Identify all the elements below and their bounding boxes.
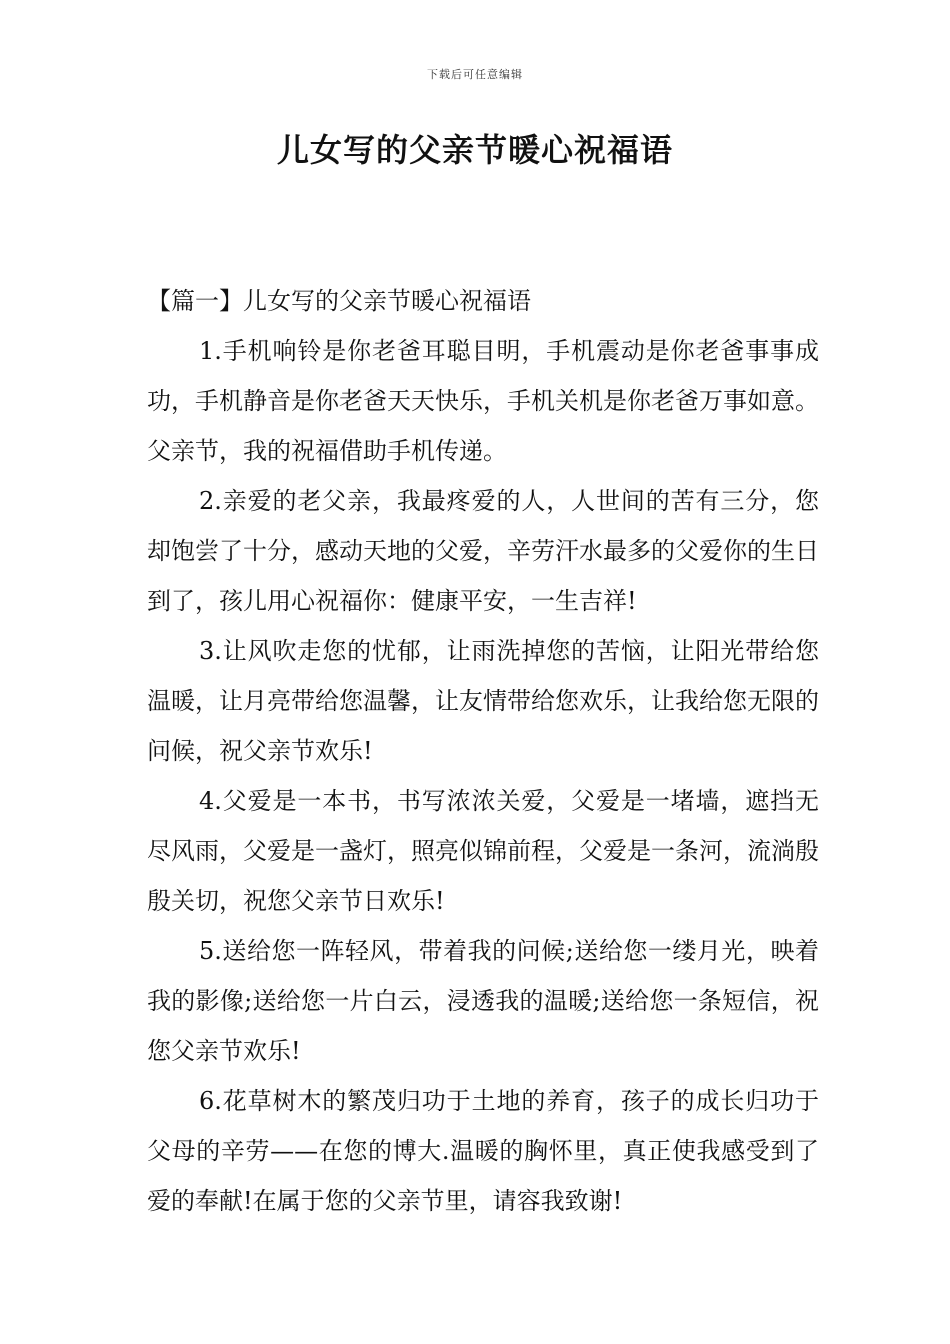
- paragraph-4: 4.父爱是一本书，书写浓浓关爱，父爱是一堵墙，遮挡无尽风雨，父爱是一盏灯，照亮似锦前程，父爱是一条河，流淌殷殷关切，祝您父亲节日欢乐!: [147, 787, 819, 915]
- paragraph-1: 1.手机响铃是你老爸耳聪目明，手机震动是你老爸事事成功，手机静音是你老爸天天快乐，手机关机是你老爸万事如意。父亲节，我的祝福借助手机传递。: [147, 337, 819, 465]
- document-body: [147, 276, 819, 1226]
- paragraph-2: 2.亲爱的老父亲，我最疼爱的人，人世间的苦有三分，您却饱尝了十分，感动天地的父爱，辛劳汗水最多的父爱你的生日到了，孩儿用心祝福你：健康平安，一生吉祥!: [147, 487, 819, 615]
- header-note: 下载后可任意编辑: [427, 68, 523, 81]
- paragraph-6: 6.花草树木的繁茂归功于土地的养育，孩子的成长归功于父母的辛劳——在您的博大.温暖的胸怀里，真正使我感受到了爱的奉献!在属于您的父亲节里，请容我致谢!: [147, 1087, 819, 1215]
- section-heading: 【篇一】儿女写的父亲节暖心祝福语: [147, 287, 531, 315]
- document-title: 儿女写的父亲节暖心祝福语: [276, 131, 673, 169]
- paragraph-5: 5.送给您一阵轻风，带着我的问候;送给您一缕月光，映着我的影像;送给您一片白云，浸透我的温暖;送给您一条短信，祝您父亲节欢乐!: [147, 937, 819, 1065]
- paragraph-3: 3.让风吹走您的忧郁，让雨洗掉您的苦恼，让阳光带给您温暖，让月亮带给您温馨，让友情带给您欢乐，让我给您无限的问候，祝父亲节欢乐!: [147, 637, 819, 765]
